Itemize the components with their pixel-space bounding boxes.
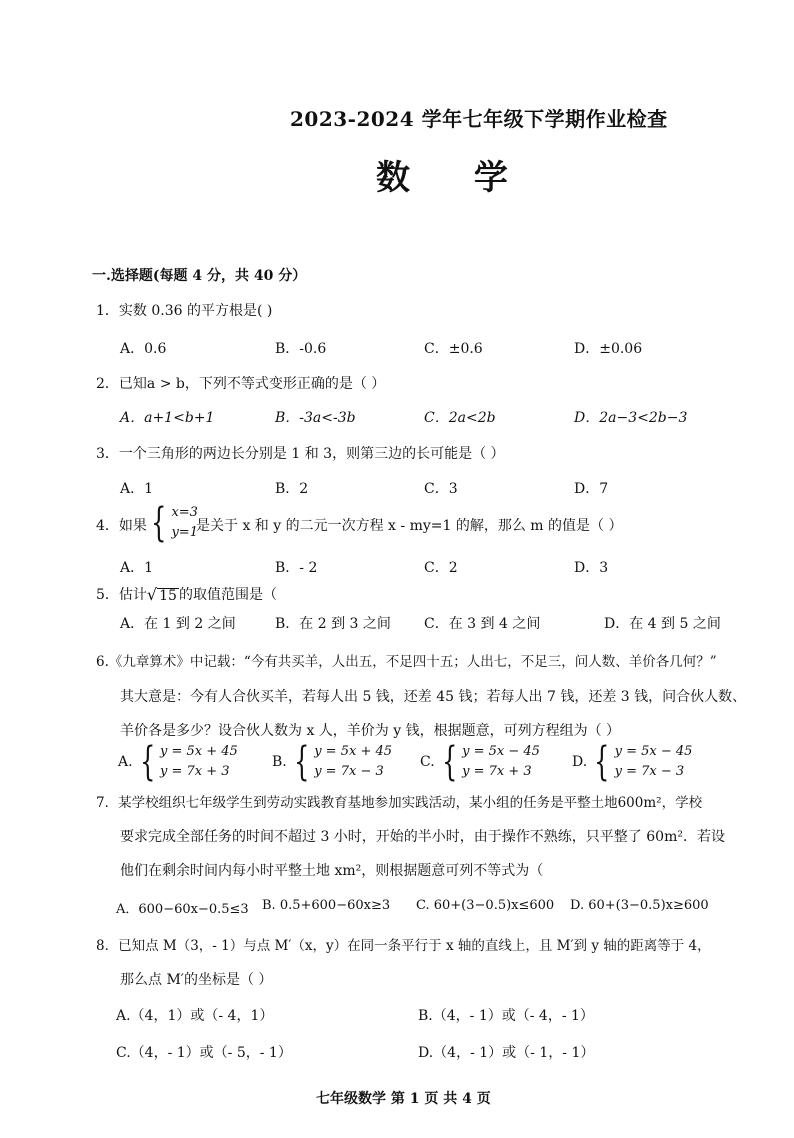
question-7-stem-line-3: 他们在剩余时间内每小时平整土地 xm²，则根据题意可列不等式为（ (120, 863, 544, 879)
question-4-system-eq-2: y=1 (171, 525, 198, 540)
question-3-option-d: D．7 (574, 481, 609, 497)
question-8-option-d: D.（4，- 1）或（- 1，- 1） (418, 1045, 595, 1061)
question-6-option-d (572, 739, 693, 785)
equation: y = 7x + 3 (462, 764, 532, 779)
exam-title: 2023-2024 学年七年级下学期作业检查 (290, 107, 668, 131)
equation: y = 5x − 45 (614, 744, 693, 759)
question-2-option-b: B．-3a<-3b (275, 410, 356, 426)
equation: y = 5x + 45 (314, 744, 393, 759)
brace-symbol: { (594, 739, 610, 785)
equation: y = 7x − 3 (314, 764, 384, 779)
question-2-option-c: C．2a<2b (424, 410, 496, 426)
question-4-stem-prefix: 4．如果 (96, 518, 147, 534)
question-2-option-a: A．a+1<b+1 (120, 410, 215, 426)
question-6-option-b (272, 739, 393, 785)
sqrt-expression (147, 585, 179, 604)
question-1-option-d: D．±0.06 (574, 341, 643, 357)
question-2-option-d: D．2a−3<2b−3 (574, 410, 688, 426)
page-footer: 七年级数学 第 1 页 共 4 页 (316, 1091, 491, 1107)
question-8-stem-line-1: 8．已知点 M（3，- 1）与点 M′（x，y）在同一条平行于 x 轴的直线上，且 M′到 y 轴的距离等于 4， (96, 938, 711, 954)
question-6-stem-line-3: 羊价各是多少？设合伙人数为 x 人，羊价为 y 钱，根据题意，可列方程组为（ ） (120, 723, 621, 739)
question-8-option-b: B.（4，- 1）或（- 4，- 1） (418, 1008, 594, 1024)
question-8-stem-line-2: 那么点 M′的坐标是（ ） (120, 972, 273, 988)
question-3-stem: 3．一个三角形的两边长分别是 1 和 3，则第三边的长可能是（ ） (96, 446, 505, 462)
question-1-option-b: B．-0.6 (275, 341, 327, 357)
question-1-stem: 1．实数 0.36 的平方根是( ) (96, 303, 273, 319)
question-4-option-d: D．3 (574, 560, 609, 576)
brace-symbol: { (441, 739, 458, 785)
brace-symbol: { (151, 500, 167, 546)
question-5-option-d: D．在 4 到 5 之间 (604, 616, 721, 632)
question-5-option-b: B．在 2 到 3 之间 (275, 616, 391, 632)
question-6-stem-line-2: 其大意是：今有人合伙买羊，若每人出 5 钱，还差 45 钱；若每人出 7 钱，还差 3 钱，问合伙人数、 (120, 689, 747, 705)
equation: y = 5x − 45 (462, 744, 540, 759)
question-7-stem-line-2: 要求完成全部任务的时间不超过 3 小时，开始的半小时，由于操作不熟练，只平整了 60m²．若设 (120, 829, 725, 845)
question-5-option-a: A．在 1 到 2 之间 (120, 616, 236, 632)
subject-title: 数 学 (376, 158, 534, 198)
question-8-option-c: C.（4，- 1）或（- 5，- 1） (116, 1045, 292, 1061)
question-6-stem-line-1: 6.《九章算术》中记载：“今有共买羊，人出五，不足四十五；人出七，不足三，问人数、羊价各几何？” (96, 654, 717, 670)
question-4-option-a: A．1 (120, 560, 154, 576)
question-3-option-a: A．1 (120, 481, 154, 497)
brace-symbol: { (139, 739, 155, 785)
question-1-option-c: C．±0.6 (424, 341, 483, 357)
question-6-option-c (420, 739, 540, 785)
option-label: D. (572, 754, 588, 770)
section-title: 一.选择题(每题 4 分，共 40 分） (92, 268, 307, 284)
question-4-option-b: B．- 2 (275, 560, 318, 576)
question-5-option-c: C．在 3 到 4 之间 (424, 616, 541, 632)
question-4-system (146, 500, 198, 546)
question-4-system-eq-1: x=3 (171, 505, 198, 520)
question-3-option-c: C．3 (424, 481, 458, 497)
sqrt-radicand: 15 (159, 588, 177, 604)
question-8-option-a: A.（4，1）或（- 4，1） (116, 1008, 274, 1024)
question-5-stem-suffix: 的取值范围是（ (178, 587, 277, 603)
question-3-option-b: B．2 (275, 481, 309, 497)
question-7-option-b: B. 0.5+600−60x≥3 (262, 898, 391, 913)
option-label: B. (272, 754, 287, 770)
question-7-stem-line-1: 7．某学校组织七年级学生到劳动实践教育基地参加实践活动，某小组的任务是平整土地600m²，学校 (96, 795, 703, 811)
question-6-option-a (118, 739, 238, 785)
equation: y = 7x − 3 (614, 764, 685, 779)
option-label: C. (420, 754, 435, 770)
question-7-option-d: D. 60+(3−0.5)x≥600 (570, 898, 709, 913)
question-2-stem: 2．已知a > b，下列不等式变形正确的是（ ） (96, 376, 386, 392)
question-7-option-a: A．600−60x−0.5≤3 (116, 902, 249, 917)
question-5-stem (96, 584, 277, 604)
brace-symbol: { (293, 739, 310, 785)
option-label: A. (118, 754, 133, 770)
question-7-option-c: C. 60+(3−0.5)x≤600 (416, 898, 555, 913)
sqrt-icon: √ (146, 585, 158, 604)
question-4-stem-suffix: 是关于 x 和 y 的二元一次方程 x - my=1 的解，那么 m 的值是（ ） (196, 518, 623, 534)
question-1-option-a: A．0.6 (120, 341, 167, 357)
equation: y = 5x + 45 (160, 744, 238, 759)
question-4-option-c: C．2 (424, 560, 458, 576)
question-5-stem-prefix: 5．估计 (96, 587, 147, 603)
equation: y = 7x + 3 (160, 764, 230, 779)
